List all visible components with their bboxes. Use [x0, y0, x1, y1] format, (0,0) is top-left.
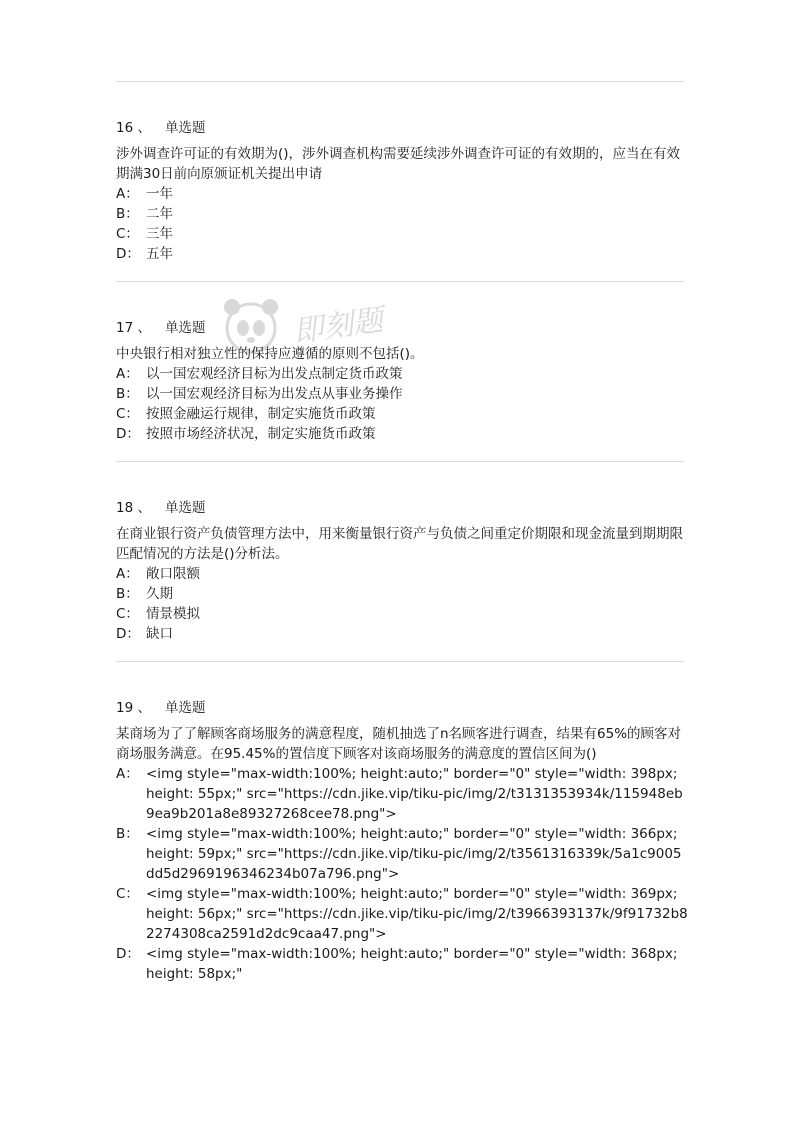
option-d: [116, 944, 688, 984]
option-text: 按照金融运行规律，制定实施货币政策: [146, 406, 376, 422]
divider: [116, 81, 684, 82]
question-stem: 涉外调查许可证的有效期为()，涉外调查机构需要延续涉外调查许可证的有效期的，应当在有效期满30日前向原颁证机关提出申请: [116, 146, 681, 182]
option-letter: A：: [116, 186, 139, 202]
option-letter: A：: [116, 566, 139, 582]
question-header: [116, 118, 688, 138]
option-letter: D：: [116, 946, 140, 962]
option-text: 敞口限额: [146, 566, 200, 582]
question-17: [116, 318, 688, 444]
question-16: [116, 118, 688, 264]
question-type: 单选题: [164, 500, 206, 516]
option-d: [116, 624, 688, 644]
option-a: [116, 764, 688, 824]
question-19: [116, 698, 688, 984]
option-letter: C：: [116, 606, 139, 622]
option-letter: B：: [116, 386, 139, 402]
question-type: 单选题: [164, 120, 206, 136]
option-letter: A：: [116, 766, 139, 782]
question-number: 17 、: [116, 320, 151, 336]
option-text: <img style="max-width:100%; height:auto;" border="0" style="width: 366px; height: 59px;" src="https://cdn.jike.vip/tiku-pic/img/2/t3561316339k/5a1c9005dd5d2969196346234b07a796.png">: [146, 826, 682, 882]
question-18: [116, 498, 688, 644]
question-header: [116, 498, 688, 518]
question-stem: 在商业银行资产负债管理方法中，用来衡量银行资产与负债之间重定价期限和现金流量到期期限匹配情况的方法是()分析法。: [116, 526, 683, 562]
question-stem: 中央银行相对独立性的保持应遵循的原则不包括()。: [116, 346, 424, 362]
question-number: 16 、: [116, 120, 151, 136]
option-text: 按照市场经济状况，制定实施货币政策: [146, 426, 376, 442]
option-text: 五年: [146, 246, 173, 262]
option-letter: D：: [116, 426, 140, 442]
option-c: [116, 224, 688, 244]
option-letter: D：: [116, 246, 140, 262]
option-b: [116, 584, 688, 604]
watermark-text: 即刻题: [291, 302, 386, 350]
option-letter: D：: [116, 626, 140, 642]
option-letter: A：: [116, 366, 139, 382]
option-a: [116, 364, 688, 384]
question-header: [116, 318, 688, 338]
option-text: <img style="max-width:100%; height:auto;" border="0" style="width: 398px; height: 55px;" src="https://cdn.jike.vip/tiku-pic/img/2/t3131353934k/115948eb9ea9b201a8e89327268cee78.png">: [146, 766, 683, 822]
option-b: [116, 824, 688, 884]
option-letter: B：: [116, 586, 139, 602]
option-text: 一年: [146, 186, 173, 202]
option-letter: C：: [116, 886, 139, 902]
option-d: [116, 244, 688, 264]
option-d: [116, 424, 688, 444]
question-type: 单选题: [164, 700, 206, 716]
question-type: 单选题: [164, 320, 206, 336]
divider: [116, 281, 684, 282]
option-letter: C：: [116, 226, 139, 242]
option-c: [116, 884, 688, 944]
option-text: 二年: [146, 206, 173, 222]
option-text: 缺口: [146, 626, 173, 642]
option-text: 久期: [146, 586, 173, 602]
option-text: 三年: [146, 226, 173, 242]
option-b: [116, 384, 688, 404]
option-text: 以一国宏观经济目标为出发点从事业务操作: [146, 386, 403, 402]
option-letter: C：: [116, 406, 139, 422]
question-stem: 某商场为了了解顾客商场服务的满意程度，随机抽选了n名顾客进行调查，结果有65%的顾客对商场服务满意。在95.45%的置信度下顾客对该商场服务的满意度的置信区间为(): [116, 726, 682, 762]
option-a: [116, 184, 688, 204]
divider: [116, 461, 684, 462]
option-letter: B：: [116, 826, 139, 842]
option-text: <img style="max-width:100%; height:auto;" border="0" style="width: 368px; height: 58px;": [146, 946, 678, 982]
option-letter: B：: [116, 206, 139, 222]
option-b: [116, 204, 688, 224]
option-a: [116, 564, 688, 584]
option-c: [116, 404, 688, 424]
question-number: 19 、: [116, 700, 151, 716]
option-c: [116, 604, 688, 624]
question-number: 18 、: [116, 500, 151, 516]
divider: [116, 661, 684, 662]
option-text: 以一国宏观经济目标为出发点制定货币政策: [146, 366, 403, 382]
option-text: <img style="max-width:100%; height:auto;" border="0" style="width: 369px; height: 56px;" src="https://cdn.jike.vip/tiku-pic/img/2/t3966393137k/9f91732b82274308ca2591d2dc9caa47.png">: [146, 886, 688, 942]
question-header: [116, 698, 688, 718]
option-text: 情景模拟: [146, 606, 200, 622]
